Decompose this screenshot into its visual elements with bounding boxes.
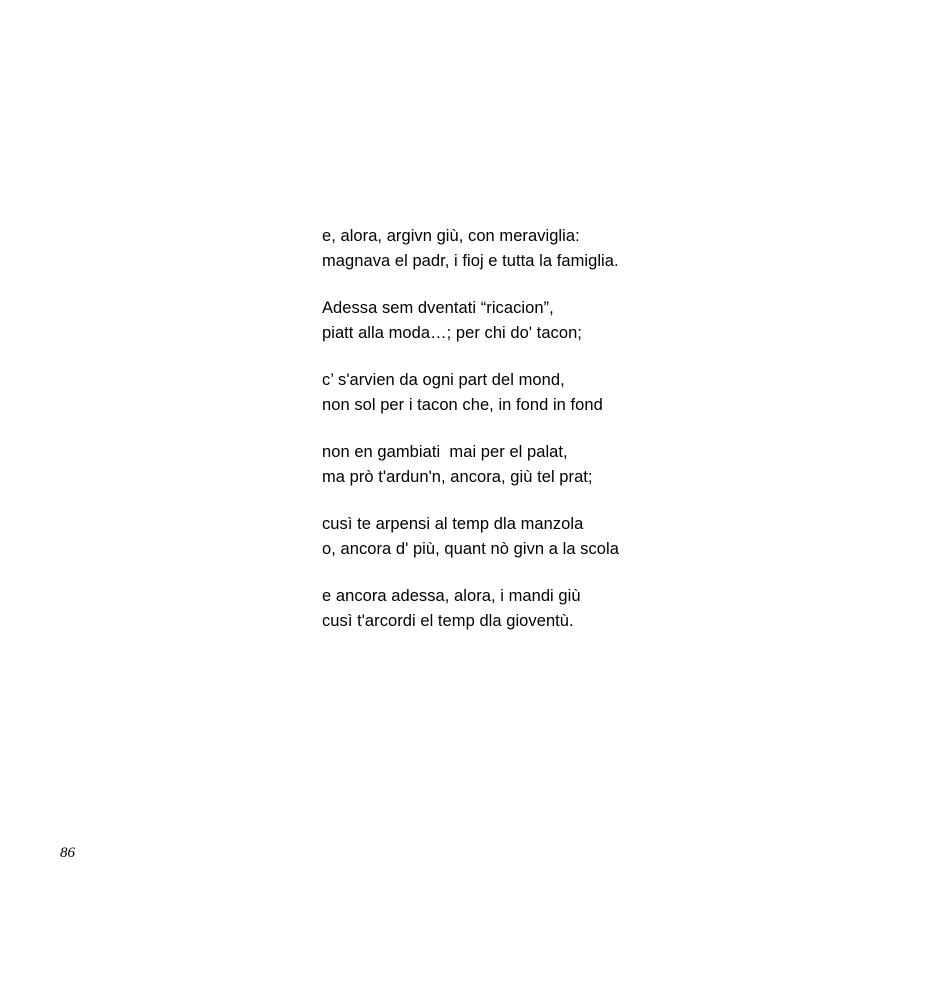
page-number: 86 <box>60 845 75 861</box>
poem-line: non en gambiati mai per el palat, <box>322 443 568 461</box>
poem-body <box>322 224 842 634</box>
stanza <box>322 512 842 562</box>
poem-line: e, alora, argivn giù, con meraviglia: <box>322 227 580 245</box>
poem-line: ma prò t'ardun'n, ancora, giù tel prat; <box>322 468 593 486</box>
poem-line: e ancora adessa, alora, i mandi giù <box>322 587 581 605</box>
stanza <box>322 440 842 490</box>
poem-line: o, ancora d' più, quant nò givn a la scola <box>322 540 619 558</box>
stanza <box>322 224 842 274</box>
poem-line: cusì t'arcordi el temp dla gioventù. <box>322 612 574 630</box>
poem-line: magnava el padr, i fioj e tutta la famiglia. <box>322 252 619 270</box>
poem-line: non sol per i tacon che, in fond in fond <box>322 396 603 414</box>
poem-line: cusì te arpensi al temp dla manzola <box>322 515 584 533</box>
stanza <box>322 296 842 346</box>
stanza <box>322 584 842 634</box>
stanza <box>322 368 842 418</box>
poem-line: piatt alla moda…; per chi do' tacon; <box>322 324 582 342</box>
poem-line: Adessa sem dventati “ricacion”, <box>322 299 554 317</box>
poem-line: c’ s'arvien da ogni part del mond, <box>322 371 565 389</box>
